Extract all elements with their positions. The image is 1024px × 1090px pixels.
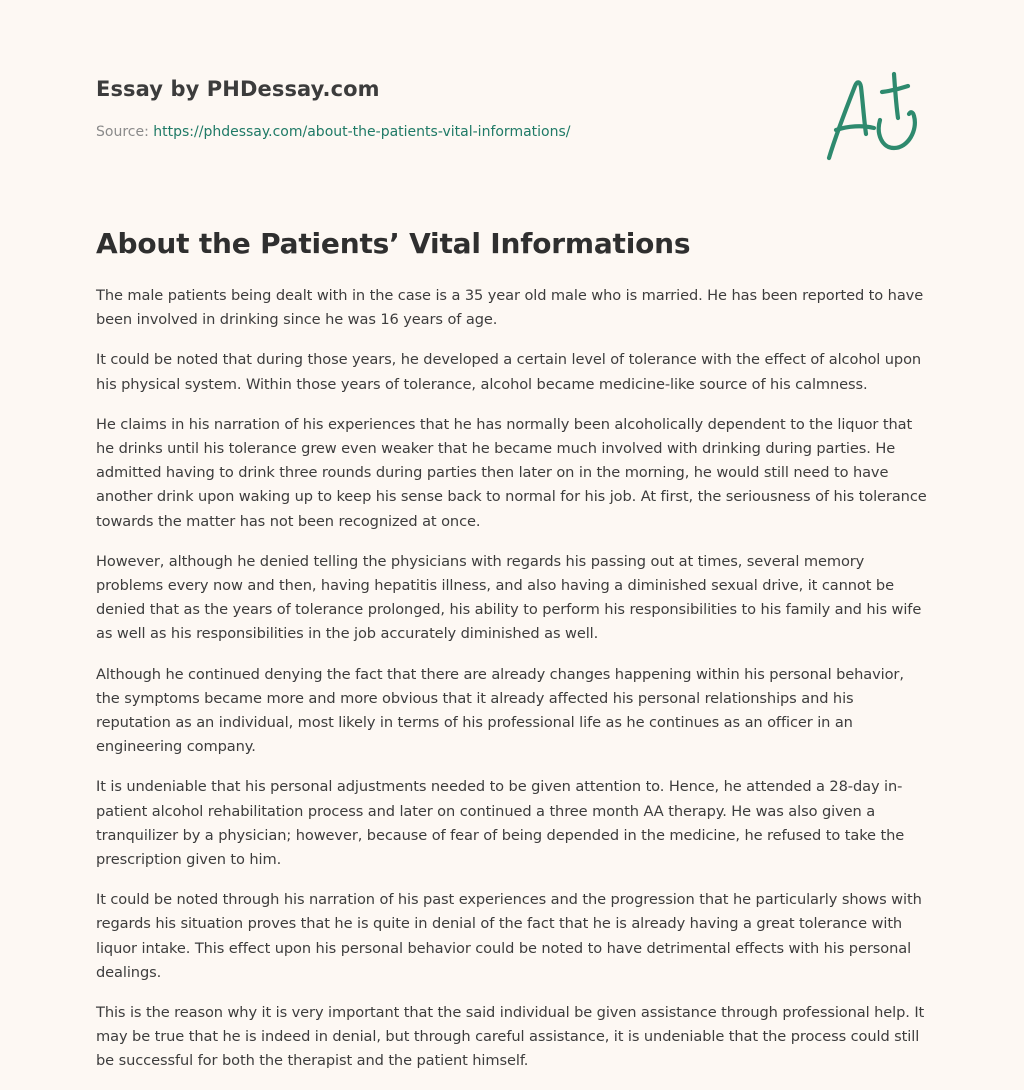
essay-paragraph: It could be noted that during those years, he developed a certain level of tolerance with the effect of alcohol upon his physical system. Within those years of tolerance, alcohol became medicine-like source of his calmness. (96, 351, 922, 393)
essay-paragraph: It could be noted through his narration of his past experiences and the progression that he particularly shows with regards his situation proves that he is quite in denial of the fact that he is already having a great tolerance with liquor intake. This effect upon his personal behavior could be noted to have detrimental effects with his personal dealings. (96, 891, 922, 981)
essay-paragraph: However, although he denied telling the physicians with regards his passing out at times, several memory problems every now and then, having hepatitis illness, and also having a diminished sexual drive, it cannot be denied that as the years of tolerance prolonged, his ability to perform his responsibilities to his family and his wife as well as his responsibilities in the job accurately diminished as well. (96, 552, 922, 643)
source-label: Source: (96, 124, 149, 140)
essay-title: About the Patients’ Vital Informations (96, 227, 691, 260)
source-line (96, 124, 571, 140)
essay-paragraph: The male patients being dealt with in the case is a 35 year old male who is married. He has been reported to have been involved in drinking since he was 16 years of age. (96, 287, 924, 329)
essay-paragraph: This is the reason why it is very important that the said individual be given assistance through professional help. It may be true that he is indeed in denial, but through careful assistance, it is undeniable that the process could still be successful for both the therapist and the patient himself. (96, 1004, 925, 1070)
essay-body (96, 284, 930, 1090)
source-link[interactable]: https://phdessay.com/about-the-patients-vital-informations/ (153, 124, 571, 140)
essay-paragraph: He claims in his narration of his experiences that he has normally been alcoholically dependent to the liquor that he drinks until his tolerance grew even weaker that he became much involved with drinking during parties. He admitted having to drink three rounds during parties then later on in the morning, he would still need to have another drink upon waking up to keep his sense back to normal for his job. At first, the seriousness of his tolerance towards the matter has not been recognized at once. (96, 415, 927, 530)
essay-paragraph: Although he continued denying the fact that there are already changes happening within his personal behavior, the symptoms became more and more obvious that it already affected his personal relationships and his reputation as an individual, most likely in terms of his professional life as he continues as an officer in an engineering company. (96, 665, 904, 756)
essay-paragraph: It is undeniable that his personal adjustments needed to be given attention to. Hence, he attended a 28-day in-patient alcohol rehabilitation process and later on continued a three month AA therapy. He was also given a tranquilizer by a physician; however, because of fear of being depended in the medicine, he refused to take the prescription given to him. (96, 778, 905, 869)
site-title: Essay by PHDessay.com (96, 77, 380, 101)
a-plus-grade-icon (822, 68, 928, 164)
